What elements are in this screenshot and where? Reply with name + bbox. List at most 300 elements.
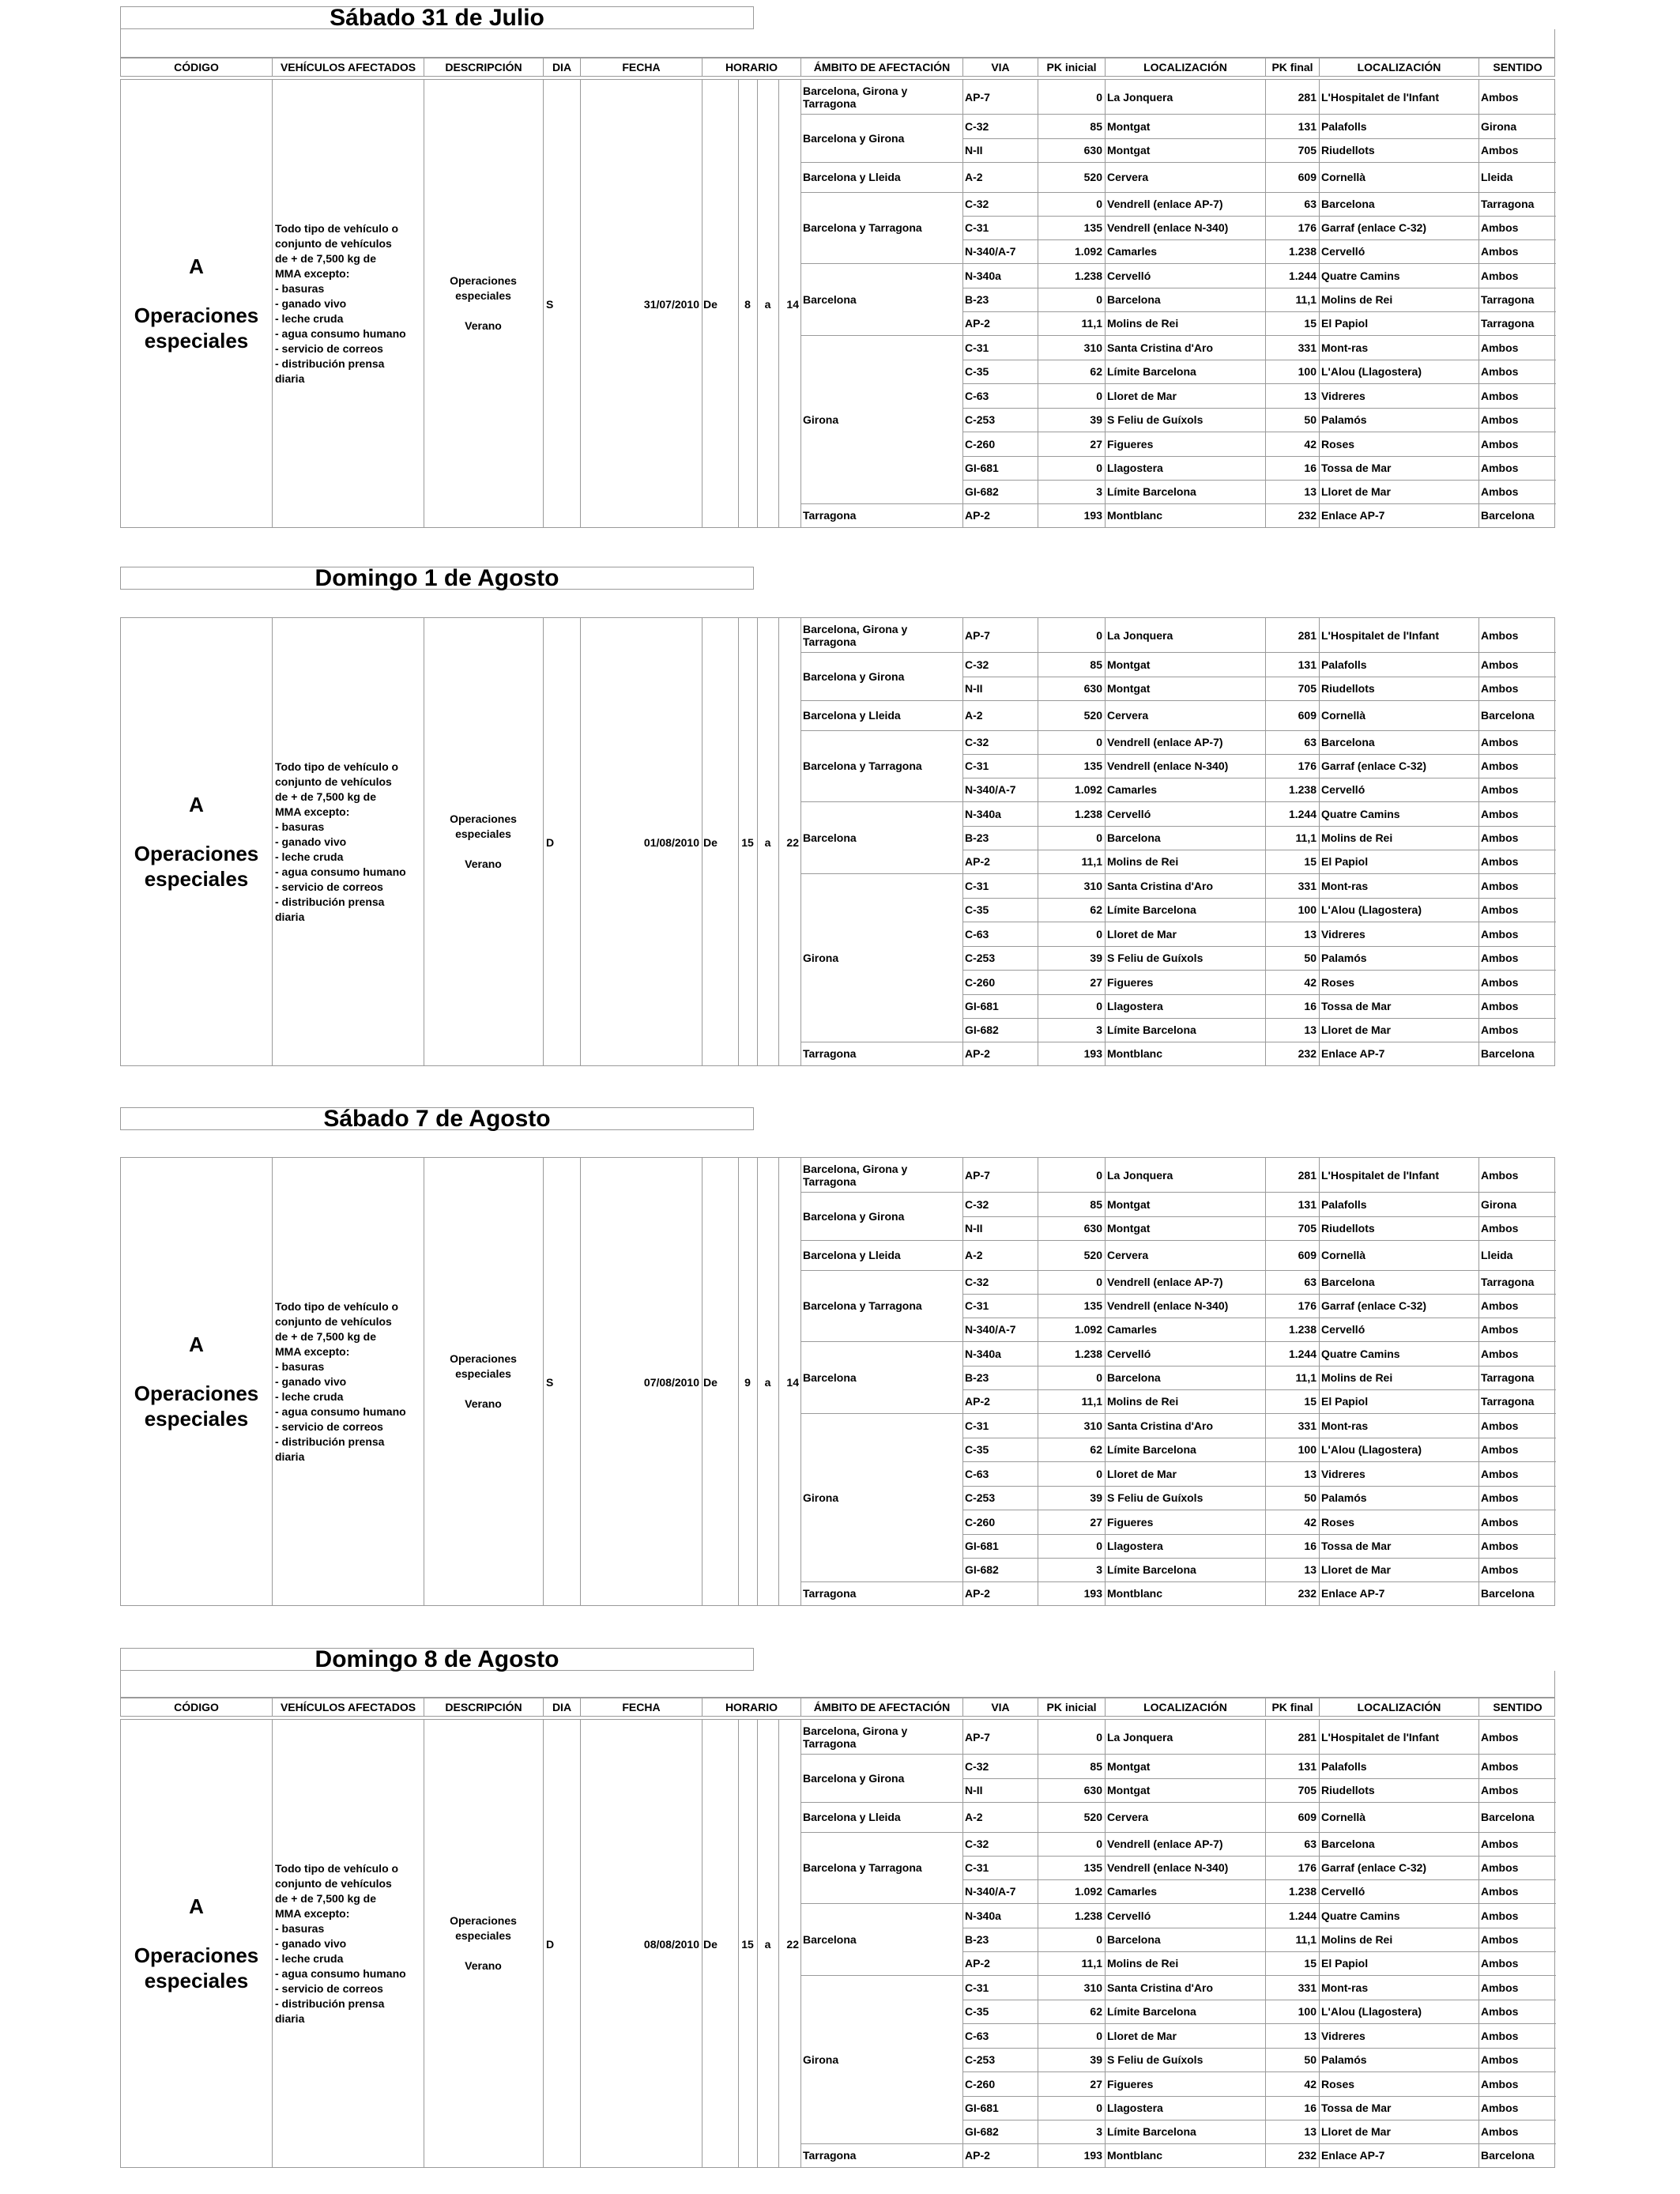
pk-start: 39	[1090, 952, 1102, 964]
road-code: N-340/A-7	[965, 783, 1016, 796]
schedule-block	[120, 1157, 1555, 1606]
description-line: Operaciones	[450, 1352, 517, 1365]
affected-area: Barcelona y Tarragona	[803, 760, 922, 772]
pk-end: 100	[1298, 1443, 1317, 1456]
location-end: Lloret de Mar	[1321, 485, 1391, 498]
column-header: LOCALIZACIÓN	[1319, 1698, 1478, 1716]
description-line: Verano	[465, 858, 502, 870]
pk-start: 85	[1090, 658, 1102, 671]
road-code: C-253	[965, 1491, 996, 1504]
location-start: Montgat	[1107, 1222, 1151, 1235]
pk-start: 27	[1090, 2077, 1102, 2090]
column-header: DESCRIPCIÓN	[424, 1698, 543, 1716]
pk-end: 15	[1304, 1395, 1317, 1408]
pk-end: 42	[1304, 437, 1317, 450]
location-start: S Feliu de Guíxols	[1107, 2053, 1203, 2066]
location-end: Roses	[1321, 975, 1355, 989]
affected-area: Barcelona, Girona y Tarragona	[803, 622, 908, 648]
road-code: GI-682	[965, 1023, 999, 1036]
pk-start: 630	[1083, 682, 1102, 695]
location-end: Mont-ras	[1321, 1419, 1369, 1432]
road-code: C-32	[965, 1276, 989, 1288]
pk-start: 1.238	[1074, 1347, 1102, 1360]
location-start: Límite Barcelona	[1107, 903, 1196, 916]
pk-start: 85	[1090, 1759, 1102, 1773]
direction: Ambos	[1481, 736, 1519, 748]
direction: Ambos	[1481, 341, 1519, 354]
pk-start: 1.092	[1074, 1323, 1102, 1336]
direction: Ambos	[1481, 903, 1519, 916]
location-start: Límite Barcelona	[1107, 1443, 1196, 1456]
location-end: Molins de Rei	[1321, 293, 1393, 306]
pk-start: 193	[1083, 509, 1102, 522]
direction: Ambos	[1481, 658, 1519, 671]
location-end: Riudellots	[1321, 1222, 1375, 1235]
column-header: HORARIO	[702, 58, 800, 76]
road-code: A-2	[965, 1811, 983, 1823]
location-end: Vidreres	[1321, 2029, 1365, 2042]
road-code: C-32	[965, 736, 989, 748]
day-code: S	[546, 298, 554, 311]
pk-end: 331	[1298, 1981, 1317, 1994]
road-code: AP-2	[965, 1047, 990, 1060]
pk-end: 100	[1298, 2005, 1317, 2018]
date-value: 08/08/2010	[643, 1938, 699, 1951]
column-header-row	[120, 58, 1555, 77]
pk-end: 331	[1298, 1419, 1317, 1432]
pk-start: 62	[1090, 1443, 1102, 1456]
location-start: Camarles	[1107, 783, 1158, 796]
pk-start: 3	[1096, 1023, 1102, 1036]
day-title: Domingo 1 de Agosto	[120, 567, 754, 590]
direction: Ambos	[1481, 952, 1519, 964]
direction: Lleida	[1481, 1249, 1513, 1261]
affected-area: Barcelona y Girona	[803, 669, 905, 683]
day-title: Sábado 7 de Agosto	[120, 1107, 754, 1130]
pk-start: 0	[1096, 2029, 1102, 2042]
road-code: C-253	[965, 952, 996, 964]
location-start: Molins de Rei	[1107, 855, 1179, 868]
affected-area: Tarragona	[803, 2149, 857, 2162]
vehicles-line: - ganado vivo	[275, 296, 347, 310]
code-letter: A	[189, 793, 204, 816]
affected-area: Barcelona	[803, 1370, 857, 1384]
code-name-line2: especiales	[144, 867, 249, 891]
vehicles-line: diaria	[275, 2011, 305, 2025]
pk-start: 27	[1090, 437, 1102, 450]
road-code: C-31	[965, 760, 989, 772]
description-cell	[424, 1158, 543, 1605]
column-header: ÁMBITO DE AFECTACIÓN	[800, 58, 962, 76]
location-start: Llagostera	[1107, 1540, 1163, 1552]
location-start: Montgat	[1107, 119, 1151, 133]
pk-start: 0	[1096, 1730, 1102, 1744]
location-start: Camarles	[1107, 245, 1158, 258]
direction: Ambos	[1481, 2102, 1519, 2114]
pk-start: 193	[1083, 1047, 1102, 1060]
pk-end: 1.238	[1288, 783, 1317, 796]
road-code: AP-7	[965, 1730, 990, 1744]
pk-end: 100	[1298, 903, 1317, 916]
vehicles-line: MMA excepto:	[275, 1906, 350, 1920]
road-code: A-2	[965, 1249, 983, 1261]
direction: Ambos	[1481, 1563, 1519, 1576]
day-code: D	[546, 836, 555, 849]
location-end: Tossa de Mar	[1321, 462, 1392, 474]
road-code: C-32	[965, 198, 989, 210]
column-divider	[272, 1720, 273, 2167]
description-line: Operaciones	[450, 1914, 517, 1927]
location-start: Cervera	[1107, 709, 1149, 722]
road-code: B-23	[965, 1933, 989, 1946]
vehicles-line: conjunto de vehículos	[275, 1314, 392, 1328]
pk-end: 1.238	[1288, 1885, 1317, 1898]
direction: Girona	[1481, 1197, 1517, 1211]
pk-end: 42	[1304, 1515, 1317, 1529]
location-start: Montgat	[1107, 658, 1151, 671]
pk-start: 3	[1096, 2125, 1102, 2138]
column-header: VIA	[962, 1698, 1038, 1716]
location-start: Montblanc	[1107, 509, 1162, 522]
day-code: D	[546, 1938, 555, 1951]
pk-end: 42	[1304, 975, 1317, 989]
location-end: Cornellà	[1321, 709, 1366, 722]
vehicles-line: MMA excepto:	[275, 805, 350, 818]
road-code: C-32	[965, 1197, 989, 1211]
pk-end: 131	[1298, 119, 1317, 133]
road-code: AP-2	[965, 317, 990, 330]
road-code: AP-7	[965, 90, 990, 104]
direction: Ambos	[1481, 1957, 1519, 1970]
title-spacer	[120, 29, 1555, 58]
location-end: Mont-ras	[1321, 1981, 1369, 1994]
road-code: GI-681	[965, 462, 999, 474]
vehicles-line: de + de 7,500 kg de	[275, 1891, 377, 1905]
schedule-to: 14	[786, 1376, 799, 1389]
pk-end: 281	[1298, 1168, 1317, 1182]
vehicles-line: - leche cruda	[275, 311, 344, 325]
direction: Tarragona	[1481, 293, 1535, 306]
description-line: Verano	[465, 319, 502, 332]
day-title: Sábado 31 de Julio	[120, 6, 754, 29]
location-start: Vendrell (enlace AP-7)	[1107, 198, 1223, 210]
schedule-block	[120, 1719, 1555, 2168]
direction: Ambos	[1481, 221, 1519, 234]
location-start: Cervera	[1107, 1249, 1149, 1261]
schedule-from: 15	[741, 836, 754, 849]
code-name-line2: especiales	[144, 1969, 249, 1992]
affected-area: Barcelona	[803, 1932, 857, 1946]
vehicles-line: conjunto de vehículos	[275, 1876, 392, 1890]
location-start: Figueres	[1107, 437, 1154, 450]
road-code: C-35	[965, 1443, 989, 1456]
road-code: N-340a	[965, 807, 1001, 820]
direction: Ambos	[1481, 1023, 1519, 1036]
road-code: N-340/A-7	[965, 1885, 1016, 1898]
affected-area: Barcelona y Tarragona	[803, 221, 922, 234]
schedule-a: a	[764, 836, 771, 849]
code-name-line1: Operaciones	[134, 1382, 259, 1405]
location-end: Molins de Rei	[1321, 1933, 1393, 1946]
vehicles-line: - ganado vivo	[275, 1374, 347, 1388]
road-code: B-23	[965, 831, 989, 844]
day-title: Domingo 8 de Agosto	[120, 1648, 754, 1671]
road-code: C-35	[965, 2005, 989, 2018]
schedule-block	[120, 617, 1555, 1066]
affected-area: Barcelona y Lleida	[803, 1811, 901, 1823]
pk-start: 520	[1083, 1811, 1102, 1823]
pk-end: 15	[1304, 855, 1317, 868]
pk-start: 0	[1096, 90, 1102, 104]
vehicles-line: diaria	[275, 371, 305, 385]
description-line: especiales	[455, 1367, 511, 1380]
location-end: El Papiol	[1321, 855, 1369, 868]
vehicles-line: Todo tipo de vehículo o	[275, 760, 399, 773]
road-code: AP-7	[965, 1168, 990, 1182]
location-start: Montgat	[1107, 682, 1151, 695]
column-header: ÁMBITO DE AFECTACIÓN	[800, 1698, 962, 1716]
road-code: AP-7	[965, 628, 990, 642]
pk-end: 232	[1298, 1587, 1317, 1600]
code-cell	[121, 80, 272, 527]
vehicles-line: - leche cruda	[275, 1389, 344, 1403]
pk-end: 42	[1304, 2077, 1317, 2090]
road-code: C-253	[965, 413, 996, 426]
code-name-line2: especiales	[144, 1407, 249, 1431]
pk-end: 13	[1304, 1023, 1317, 1036]
affected-area: Barcelona y Lleida	[803, 171, 901, 183]
vehicles-line: - agua consumo humano	[275, 1404, 406, 1418]
road-code: C-63	[965, 389, 989, 402]
road-code: N-340a	[965, 1909, 1001, 1922]
direction: Ambos	[1481, 1443, 1519, 1456]
pk-end: 50	[1304, 1491, 1317, 1504]
column-divider	[702, 1720, 703, 2167]
location-start: Barcelona	[1107, 831, 1161, 844]
road-code: C-260	[965, 1515, 996, 1529]
code-name-line1: Operaciones	[134, 1943, 259, 1967]
location-end: Mont-ras	[1321, 879, 1369, 892]
location-start: Montblanc	[1107, 1587, 1162, 1600]
location-start: Lloret de Mar	[1107, 927, 1177, 941]
direction: Barcelona	[1481, 509, 1535, 522]
road-code: AP-2	[965, 2149, 990, 2162]
road-code: C-253	[965, 2053, 996, 2066]
direction: Ambos	[1481, 783, 1519, 796]
affected-area: Girona	[803, 413, 839, 426]
road-code: N-II	[965, 1222, 983, 1235]
location-start: Vendrell (enlace N-340)	[1107, 1299, 1229, 1312]
location-end: Tossa de Mar	[1321, 1000, 1392, 1012]
pk-start: 630	[1083, 144, 1102, 156]
road-code: AP-2	[965, 1395, 990, 1408]
location-end: L'Alou (Llagostera)	[1321, 2005, 1422, 2018]
direction: Ambos	[1481, 2029, 1519, 2042]
schedule-a: a	[764, 1938, 771, 1951]
vehicles-line: - agua consumo humano	[275, 326, 406, 340]
schedule-block	[120, 79, 1555, 528]
column-header: DIA	[543, 1698, 580, 1716]
column-divider	[543, 80, 544, 527]
direction: Ambos	[1481, 389, 1519, 402]
direction: Ambos	[1481, 1299, 1519, 1312]
column-header: LOCALIZACIÓN	[1105, 58, 1265, 76]
column-divider	[272, 1158, 273, 1605]
location-end: Cornellà	[1321, 1249, 1366, 1261]
pk-end: 1.244	[1288, 1909, 1317, 1922]
pk-start: 1.092	[1074, 783, 1102, 796]
location-end: Lloret de Mar	[1321, 2125, 1391, 2138]
direction: Ambos	[1481, 1909, 1519, 1922]
pk-start: 135	[1083, 1861, 1102, 1874]
location-end: L'Hospitalet de l'Infant	[1321, 628, 1439, 642]
location-end: Enlace AP-7	[1321, 1047, 1385, 1060]
location-start: Molins de Rei	[1107, 1395, 1179, 1408]
vehicles-line: MMA excepto:	[275, 266, 350, 280]
location-start: Vendrell (enlace N-340)	[1107, 1861, 1229, 1874]
pk-end: 16	[1304, 1540, 1317, 1552]
schedule-to: 22	[786, 836, 799, 849]
pk-end: 16	[1304, 1000, 1317, 1012]
location-start: Vendrell (enlace AP-7)	[1107, 1276, 1223, 1288]
pk-start: 630	[1083, 1784, 1102, 1796]
pk-start: 0	[1096, 736, 1102, 748]
column-header: VEHÍCULOS AFECTADOS	[272, 58, 424, 76]
code-name-line1: Operaciones	[134, 842, 259, 865]
road-code: GI-682	[965, 2125, 999, 2138]
road-code: AP-2	[965, 855, 990, 868]
schedule-from: 8	[744, 298, 751, 311]
road-code: GI-681	[965, 2102, 999, 2114]
code-cell	[121, 618, 272, 1065]
description-cell	[424, 80, 543, 527]
location-end: Palafolls	[1321, 1197, 1367, 1211]
pk-start: 135	[1083, 221, 1102, 234]
location-end: Cervelló	[1321, 1885, 1365, 1898]
location-end: Quatre Camins	[1321, 269, 1400, 282]
location-end: L'Alou (Llagostera)	[1321, 903, 1422, 916]
location-start: Límite Barcelona	[1107, 2005, 1196, 2018]
pk-start: 0	[1096, 1933, 1102, 1946]
road-code: C-31	[965, 1981, 989, 1994]
location-end: L'Hospitalet de l'Infant	[1321, 1168, 1439, 1182]
column-divider	[272, 80, 273, 527]
direction: Ambos	[1481, 1933, 1519, 1946]
location-start: La Jonquera	[1107, 1168, 1173, 1182]
location-start: Figueres	[1107, 1515, 1154, 1529]
location-end: Palafolls	[1321, 1759, 1367, 1773]
column-header: CÓDIGO	[174, 1701, 219, 1713]
direction: Barcelona	[1481, 1047, 1535, 1060]
location-end: Roses	[1321, 437, 1355, 450]
road-code: AP-2	[965, 509, 990, 522]
location-start: La Jonquera	[1107, 1730, 1173, 1744]
road-code: C-31	[965, 1299, 989, 1312]
description-line: especiales	[455, 1929, 511, 1942]
pk-end: 63	[1304, 1276, 1317, 1288]
location-end: Palamós	[1321, 2053, 1367, 2066]
location-start: Figueres	[1107, 975, 1154, 989]
affected-area: Girona	[803, 951, 839, 964]
direction: Ambos	[1481, 462, 1519, 474]
location-end: Cervelló	[1321, 783, 1365, 796]
direction: Ambos	[1481, 245, 1519, 258]
location-end: Barcelona	[1321, 1276, 1375, 1288]
location-start: Figueres	[1107, 2077, 1154, 2090]
vehicles-line: MMA excepto:	[275, 1344, 350, 1358]
pk-start: 1.238	[1074, 807, 1102, 820]
vehicles-line: - leche cruda	[275, 1951, 344, 1965]
vehicles-line: - ganado vivo	[275, 1936, 347, 1950]
affected-area: Tarragona	[803, 509, 857, 522]
pk-start: 310	[1083, 879, 1102, 892]
pk-end: 281	[1298, 1730, 1317, 1744]
pk-start: 0	[1096, 1467, 1102, 1480]
pk-start: 11,1	[1081, 1957, 1102, 1970]
pk-start: 0	[1096, 462, 1102, 474]
location-start: Cervelló	[1107, 1909, 1151, 1922]
affected-area: Barcelona y Lleida	[803, 1249, 901, 1261]
direction: Ambos	[1481, 760, 1519, 772]
vehicles-line: conjunto de vehículos	[275, 236, 392, 250]
direction: Barcelona	[1481, 1587, 1535, 1600]
location-start: S Feliu de Guíxols	[1107, 1491, 1203, 1504]
vehicles-line: conjunto de vehículos	[275, 775, 392, 788]
pk-end: 609	[1298, 1249, 1317, 1261]
pk-start: 11,1	[1081, 1395, 1102, 1408]
location-end: Tossa de Mar	[1321, 2102, 1392, 2114]
pk-start: 85	[1090, 119, 1102, 133]
affected-area: Girona	[803, 2053, 839, 2066]
location-end: L'Alou (Llagostera)	[1321, 365, 1422, 378]
column-header: FECHA	[580, 1698, 702, 1716]
pk-end: 705	[1298, 1222, 1317, 1235]
pk-end: 11,1	[1295, 1933, 1317, 1946]
affected-area: Barcelona y Tarragona	[803, 1299, 922, 1312]
vehicles-line: - leche cruda	[275, 850, 344, 863]
road-code: A-2	[965, 709, 983, 722]
location-end: Riudellots	[1321, 1784, 1375, 1796]
pk-start: 0	[1096, 293, 1102, 306]
direction: Ambos	[1481, 682, 1519, 695]
column-divider	[702, 618, 703, 1065]
pk-end: 1.244	[1288, 807, 1317, 820]
description-cell	[424, 1720, 543, 2167]
location-start: Lloret de Mar	[1107, 389, 1177, 402]
road-code: GI-682	[965, 1563, 999, 1576]
pk-end: 705	[1298, 144, 1317, 156]
location-start: Barcelona	[1107, 1371, 1161, 1384]
pk-end: 131	[1298, 1197, 1317, 1211]
road-code: AP-2	[965, 1587, 990, 1600]
direction: Ambos	[1481, 2005, 1519, 2018]
pk-start: 0	[1096, 198, 1102, 210]
pk-end: 705	[1298, 682, 1317, 695]
code-cell	[121, 1720, 272, 2167]
location-start: Llagostera	[1107, 2102, 1163, 2114]
affected-area: Barcelona, Girona y Tarragona	[803, 1162, 908, 1188]
pk-end: 281	[1298, 90, 1317, 104]
location-end: El Papiol	[1321, 1957, 1369, 1970]
road-code: C-35	[965, 903, 989, 916]
location-end: Barcelona	[1321, 736, 1375, 748]
affected-area: Barcelona, Girona y Tarragona	[803, 1724, 908, 1750]
pk-start: 27	[1090, 975, 1102, 989]
pk-end: 16	[1304, 462, 1317, 474]
location-start: Santa Cristina d'Aro	[1107, 341, 1214, 354]
date-value: 07/08/2010	[643, 1376, 699, 1389]
vehicles-line: Todo tipo de vehículo o	[275, 221, 399, 235]
